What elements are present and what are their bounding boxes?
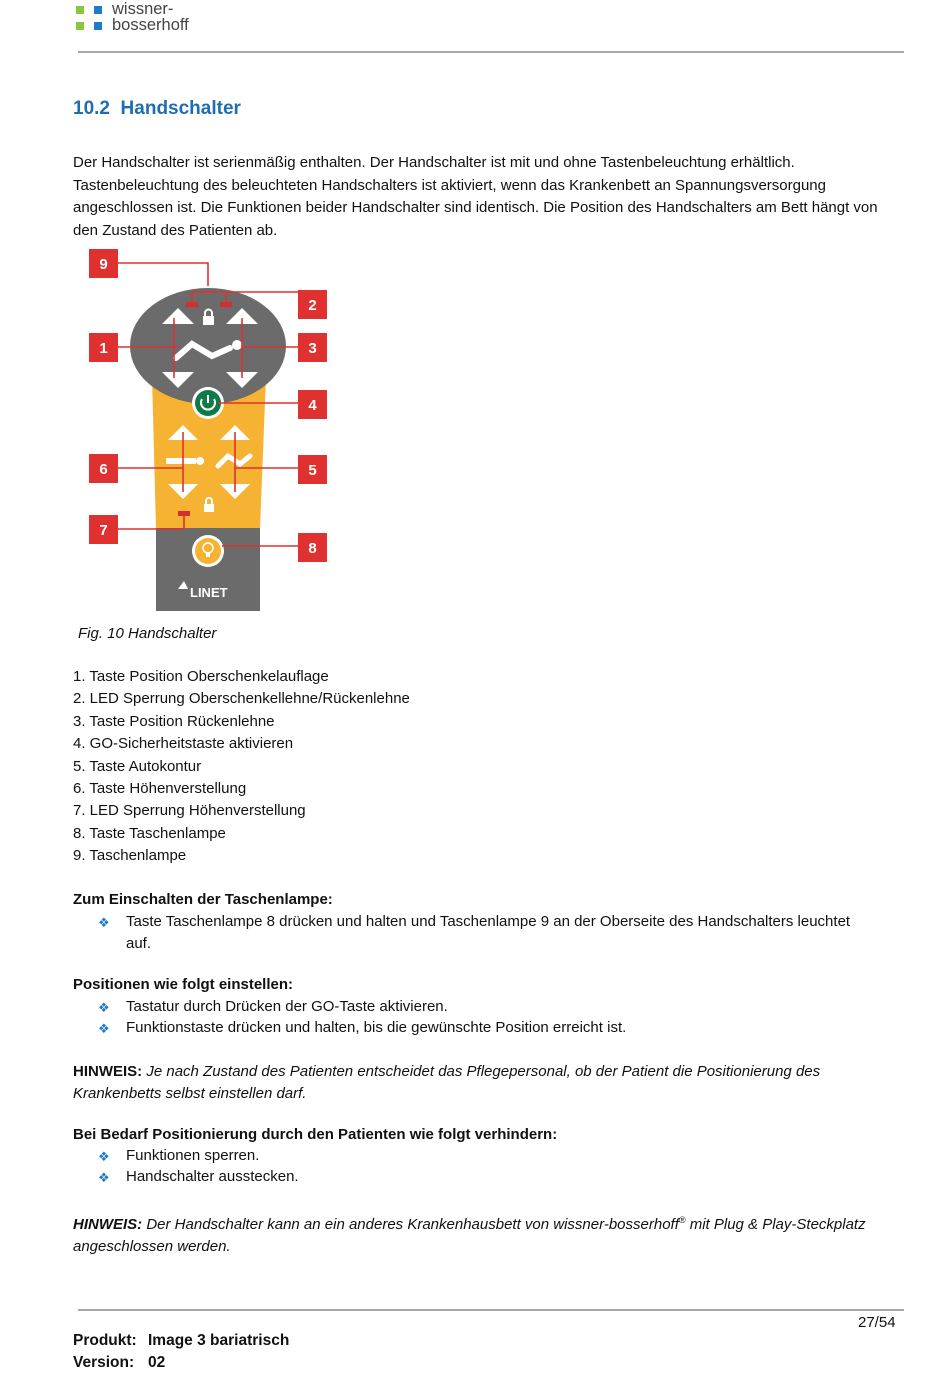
list-item: 5. Taste Autokontur: [73, 757, 202, 775]
prevent-bullet-1: ❖ Funktionen sperren.: [98, 1145, 878, 1167]
list-item: 2. LED Sperrung Oberschenkellehne/Rückenlehne: [73, 690, 410, 708]
list-item: 4. GO-Sicherheitstaste aktivieren: [73, 735, 294, 753]
callout-label-7: 7: [99, 522, 108, 539]
flashlight-bullet: ❖ Taste Taschenlampe 8 drücken und halten und Taschenlampe 9 an der Oberseite des Handschalters leuchtet auf.: [98, 913, 851, 952]
diamond-bullet-icon: ❖: [98, 1149, 110, 1164]
logo-square-blue-2: [94, 22, 102, 30]
note-2: HINWEIS: Der Handschalter kann an ein anderes Krankenhausbett von wissner-bosserhoff® mit Plug & Play-Steckplatz angeschlossen werden.: [73, 1215, 866, 1255]
callout-label-8: 8: [308, 540, 317, 557]
positions-bullet-2: ❖ Funktionstaste drücken und halten, bis die gewünschte Position erreicht ist.: [98, 1017, 878, 1039]
logo-square-green-1: [76, 6, 84, 14]
led-top-right: [220, 302, 232, 307]
flashlight-heading: Zum Einschalten der Taschenlampe:: [73, 891, 333, 908]
diamond-bullet-icon: ❖: [98, 1170, 110, 1185]
list-item: 8. Taste Taschenlampe: [73, 824, 226, 842]
callout-label-9: 9: [99, 256, 108, 273]
list-item: 3. Taste Position Rückenlehne: [73, 712, 275, 730]
diamond-bullet-icon: ❖: [98, 1000, 110, 1015]
flat-bed-head-icon: [196, 457, 204, 465]
footer-product: Produkt: Image 3 bariatrisch: [73, 1332, 290, 1349]
list-item: 1. Taste Position Oberschenkelauflage: [73, 668, 329, 685]
logo-square-blue-1: [94, 6, 102, 14]
page-number: 27/54: [858, 1314, 896, 1331]
led-height-lock: [178, 511, 190, 516]
callout-label-3: 3: [308, 340, 317, 357]
header-rule: [78, 51, 904, 53]
led-top-left: [186, 302, 198, 307]
diamond-bullet-icon: ❖: [98, 915, 110, 930]
footer-version: Version: 02: [73, 1354, 166, 1371]
positions-bullet-1: ❖ Tastatur durch Drücken der GO-Taste aktivieren.: [98, 996, 878, 1018]
callout-label-2: 2: [308, 297, 317, 314]
list-item: 6. Taste Höhenverstellung: [73, 780, 247, 798]
logo-square-green-2: [76, 22, 84, 30]
callout-label-1: 1: [99, 340, 108, 357]
diamond-bullet-icon: ❖: [98, 1021, 110, 1036]
prevent-bullet-2: ❖ Handschalter ausstecken.: [98, 1166, 878, 1188]
handschalter-figure: [80, 246, 340, 616]
remote-top-section: [130, 288, 286, 404]
flat-bed-icon: [166, 458, 196, 464]
callout-label-6: 6: [99, 461, 108, 478]
flashlight-button[interactable]: [195, 538, 221, 564]
logo-text: wissner- bosserhoff: [112, 0, 189, 34]
prevent-heading: Bei Bedarf Positionierung durch den Patienten wie folgt verhindern:: [73, 1126, 558, 1143]
callout-label-5: 5: [308, 462, 317, 479]
callout-label-4: 4: [308, 397, 317, 414]
figure-caption: Fig. 10 Handschalter: [78, 625, 217, 642]
section-heading: 10.2 Handschalter: [73, 98, 241, 119]
list-item: 7. LED Sperrung Höhenverstellung: [73, 802, 306, 820]
list-item: 9. Taschenlampe: [73, 847, 187, 865]
note-1: HINWEIS: Je nach Zustand des Patienten entscheidet das Pflegepersonal, ob der Patient die Positionierung des Krankenbetts selbst einstellen darf.: [73, 1063, 821, 1102]
bed-head-icon: [232, 340, 242, 350]
brand-text: LINET: [190, 585, 228, 600]
footer-rule: [78, 1309, 904, 1311]
positions-heading: Positionen wie folgt einstellen:: [73, 976, 294, 993]
callout-legend-list: [73, 666, 410, 868]
intro-paragraph: Der Handschalter ist serienmäßig enthalten. Der Handschalter ist mit und ohne Tastenbeleuchtung erhältlich. Tastenbeleuchtung des beleuchteten Handschalters ist aktiviert, wenn das Krankenbett an Spannungsversorgung angeschlossen ist. Die Funktionen beider Handschalter sind identisch. Die Position des Handschalters am Bett hängt von den Zustand des Patienten ab.: [73, 154, 878, 239]
